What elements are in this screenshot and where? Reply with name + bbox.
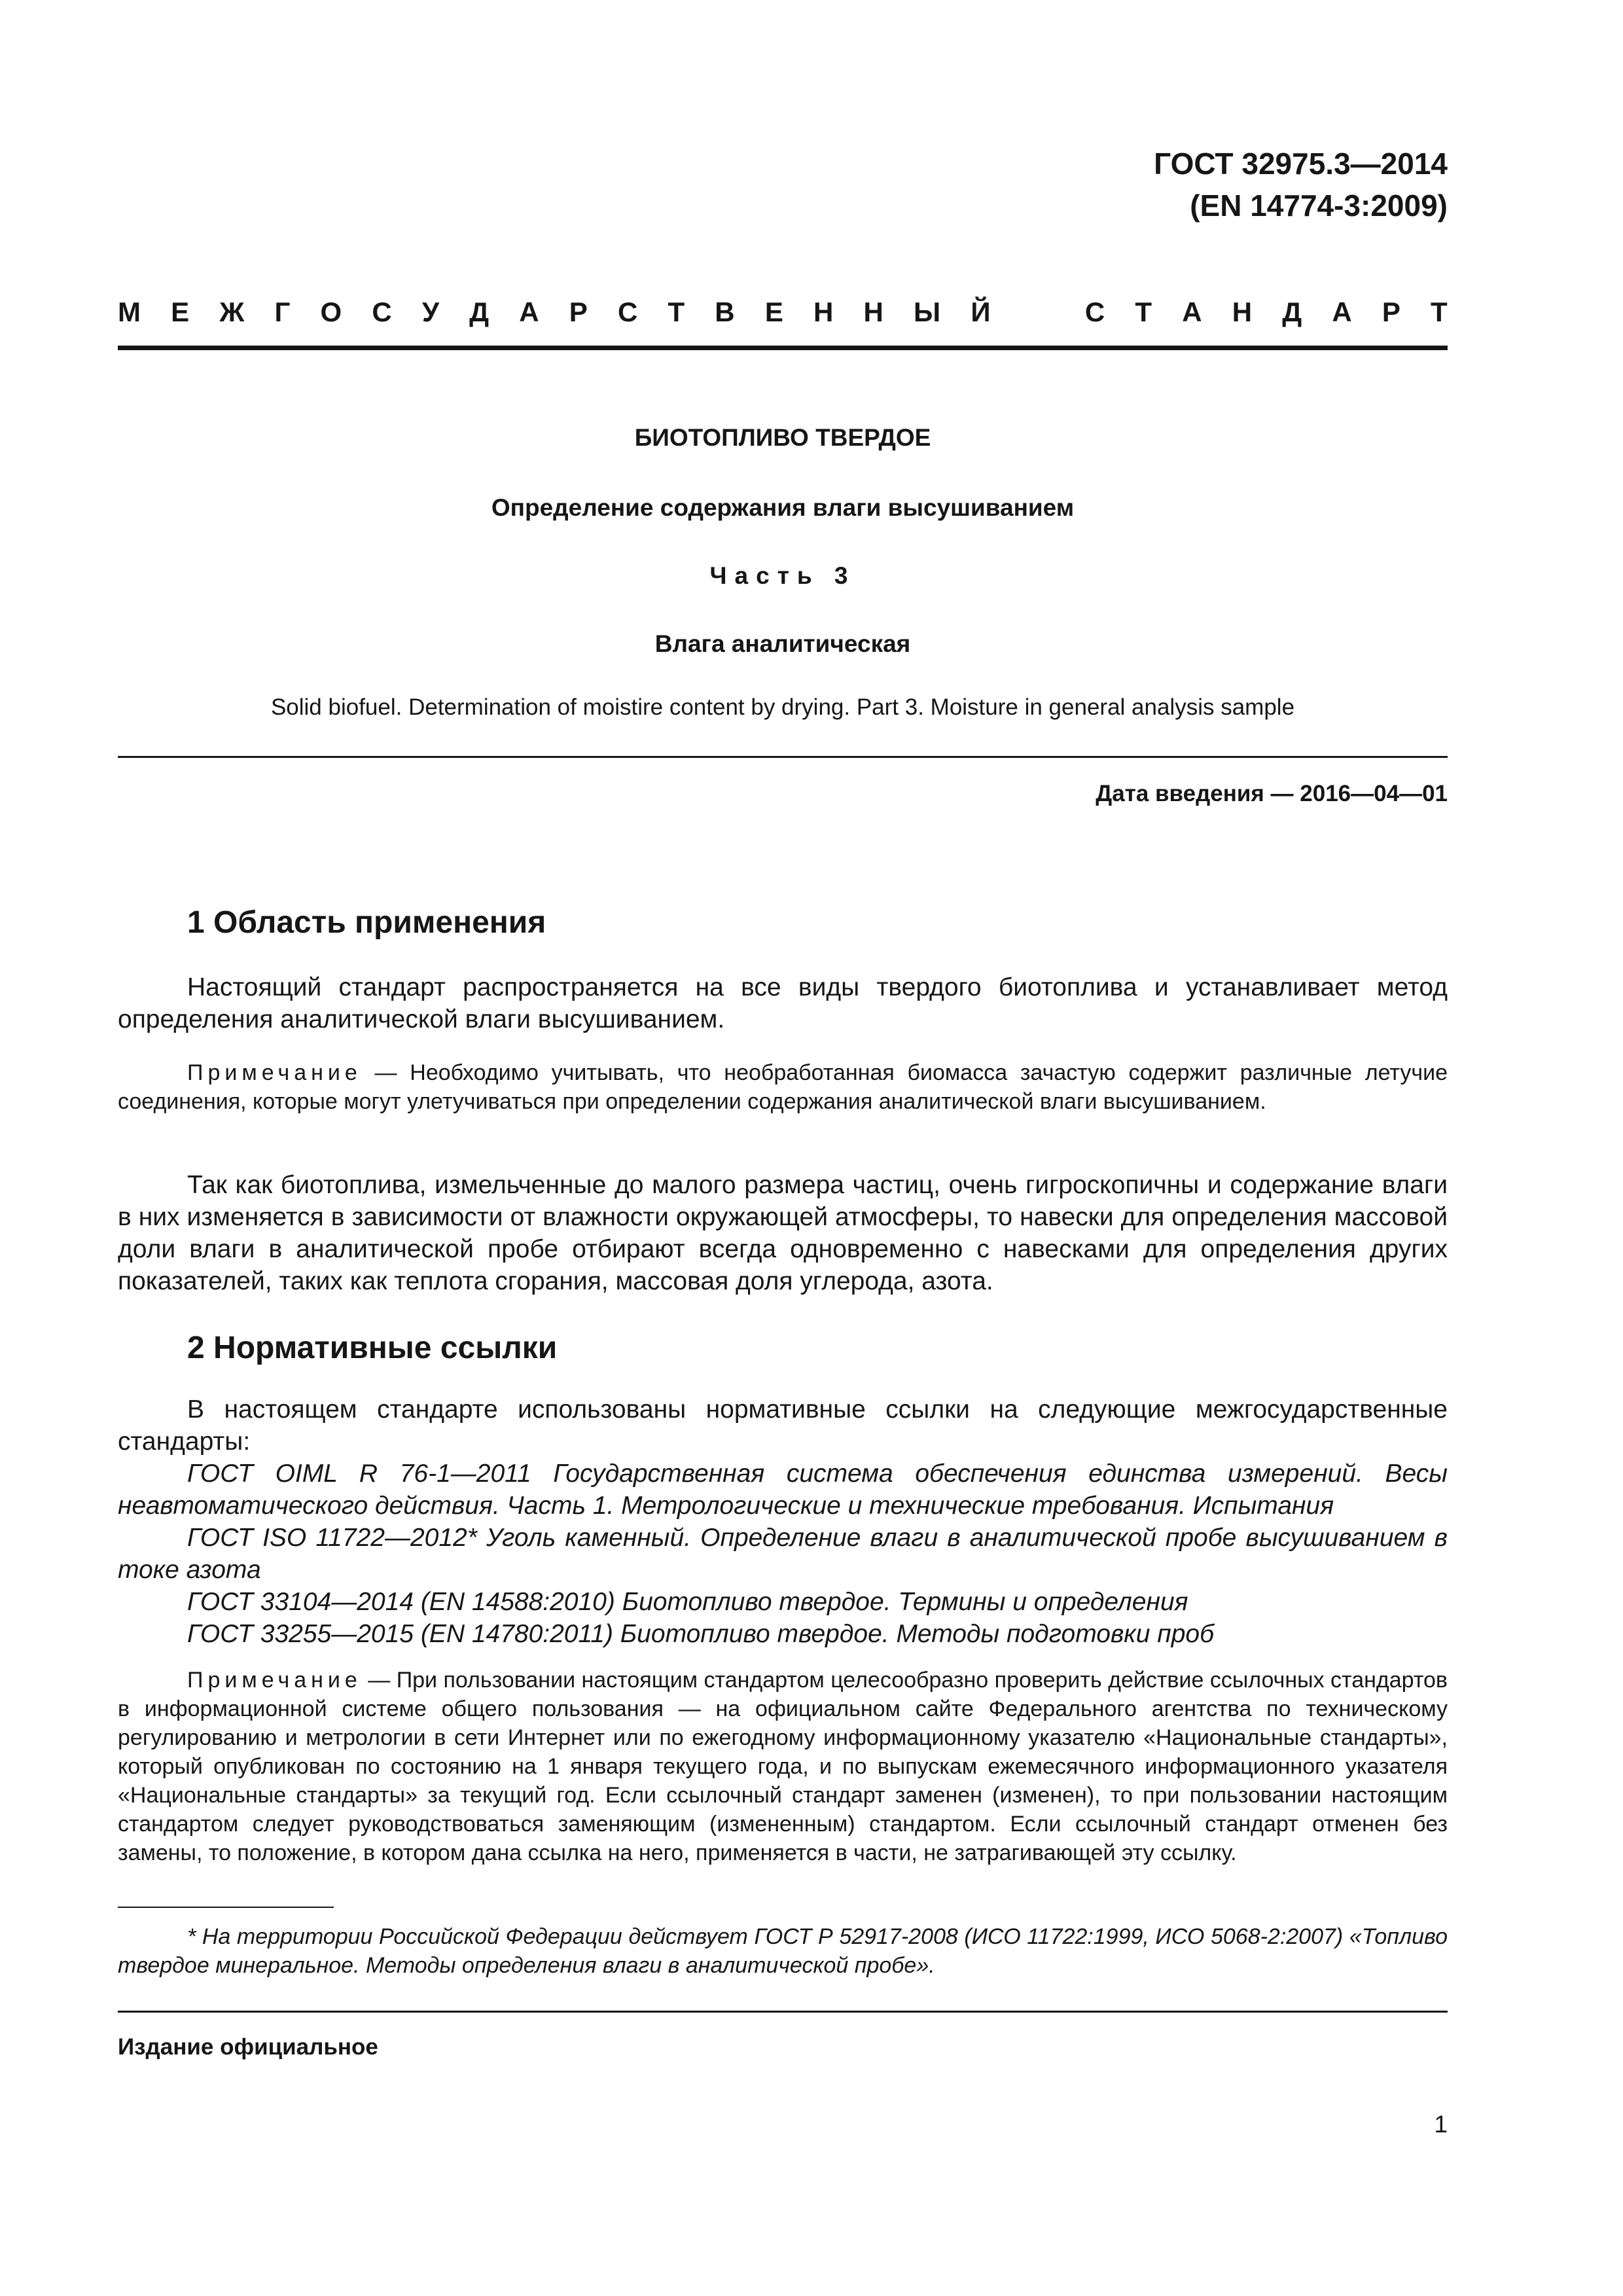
footnote-rule xyxy=(118,1907,334,1908)
paragraph: В настоящем стандарте использованы нормативные ссылки на следующие межгосударственные стандарты: xyxy=(118,1395,1448,1456)
banner-letter: Й xyxy=(971,296,991,327)
reference-item: ГОСТ 33104—2014 (EN 14588:2010) Биотопливо твердое. Термины и определения xyxy=(187,1588,1188,1616)
banner-letter: А xyxy=(1332,296,1352,327)
banner-letter: Ж xyxy=(219,296,245,327)
english-title: Solid biofuel. Determination of moistire content by drying. Part 3. Moisture in general analysis sample xyxy=(270,694,1295,720)
banner-letter: Е xyxy=(764,296,783,327)
part-title: Влага аналитическая xyxy=(654,630,911,657)
banner-letter: С xyxy=(1084,296,1105,327)
banner-letter: В xyxy=(715,296,735,327)
paragraph: Настоящий стандарт распространяется на все виды твердого биотоплива и устанавливает метод определения аналитической влаги высушиванием. xyxy=(118,973,1448,1033)
official-edition-label: Издание официальное xyxy=(118,2034,378,2060)
page-number: 1 xyxy=(1434,2111,1448,2138)
section-heading-scope: 1 Область применения xyxy=(187,905,546,940)
banner-letter: Н xyxy=(1232,296,1253,327)
introduction-date: Дата введения — 2016—04—01 xyxy=(1096,781,1448,806)
banner-letter: М xyxy=(118,296,141,327)
banner-letter: Н xyxy=(863,296,883,327)
reference-item: ГОСТ OIML R 76-1—2011 Государственная система обеспечения единства измерений. Весы неавтоматического действия. Часть 1. Метрологические и технические требования. Испытания xyxy=(118,1460,1448,1520)
document-title: БИОТОПЛИВО ТВЕРДОЕ xyxy=(634,424,931,451)
reference-item: ГОСТ 33255—2015 (EN 14780:2011) Биотопливо твердое. Методы подготовки проб xyxy=(187,1620,1215,1648)
banner-letter: Г xyxy=(274,296,291,327)
note-label: Примечание xyxy=(187,1668,362,1693)
document-number xyxy=(662,143,1448,226)
banner-letter: А xyxy=(1182,296,1202,327)
banner-letter: Е xyxy=(171,296,190,327)
banner-letter: Д xyxy=(469,296,490,327)
banner-word-gap xyxy=(1021,296,1055,329)
footer-rule xyxy=(118,2011,1448,2013)
paragraph: Так как биотоплива, измельченные до малого размера частиц, очень гигроскопичны и содержание влаги в них изменяется в зависимости от влажности окружающей атмосферы, то навески для определения массовой доли влаги в аналитической пробе отбирают всегда одновременно с навесками для определения других показателей, таких как теплота сгорания, массовая доля углерода, азота. xyxy=(118,1171,1448,1295)
document-number-en: (EN 14774-3:2009) xyxy=(1190,188,1448,223)
banner-letter: У xyxy=(421,296,439,327)
section-heading-normative-references: 2 Нормативные ссылки xyxy=(187,1331,558,1365)
note-text: — Необходимо учитывать, что необработанная биомасса зачастую содержит различные летучие соединения, которые могут улетучиваться при определении содержания аналитической влаги высушиванием. xyxy=(118,1060,1448,1114)
document-subtitle: Определение содержания влаги высушиванием xyxy=(491,494,1075,521)
banner-letter: Т xyxy=(668,296,685,327)
banner-rule xyxy=(118,346,1448,350)
banner-letter: А xyxy=(519,296,539,327)
reference-item: ГОСТ ISO 11722—2012* Уголь каменный. Определение влаги в аналитической пробе высушиванием в токе азота xyxy=(118,1524,1448,1584)
banner-letter: С xyxy=(372,296,392,327)
banner-letter: Р xyxy=(1382,296,1400,327)
banner-letter: Ы xyxy=(914,296,941,327)
note-label: Примечание xyxy=(187,1060,362,1085)
reference-list xyxy=(118,1458,1448,1650)
note xyxy=(118,1666,1448,1867)
interstate-standard-banner xyxy=(118,296,1448,329)
banner-letter: С xyxy=(617,296,638,327)
banner-letter: Т xyxy=(1135,296,1152,327)
banner-letter: О xyxy=(320,296,342,327)
banner-letter: Р xyxy=(569,296,588,327)
document-number-gost: ГОСТ 32975.3—2014 xyxy=(1154,147,1448,181)
note-text: — При пользовании настоящим стандартом целесообразно проверить действие ссылочных стандартов в информационной системе общего пользования — на официальном сайте Федерального агентства по техническому регулированию и метрологии в сети Интернет или по ежегодному информационному указателю «Национальные стандарты», который опубликован по состоянию на 1 января текущего года, и по выпускам ежемесячного информационного указателя «Национальные стандарты» за текущий год. Если ссылочный стандарт заменен (изменен), то при пользовании настоящим стандартом следует руководствоваться заменяющим (измененным) стандартом. Если ссылочный стандарт отменен без замены, то положение, в котором дана ссылка на него, применяется в части, не затрагивающей эту ссылку. xyxy=(118,1668,1448,1865)
note xyxy=(118,1058,1448,1116)
title-rule xyxy=(118,756,1448,758)
banner-letter: Д xyxy=(1282,296,1302,327)
footnote: * На территории Российской Федерации действует ГОСТ Р 52917-2008 (ИСО 11722:1999, ИСО 5068-2:2007) «Топливо твердое минеральное. Методы определения влаги в аналитической пробе». xyxy=(118,1924,1448,1978)
banner-letter: Н xyxy=(813,296,834,327)
part-label: Часть 3 xyxy=(709,562,856,589)
banner-letter: Т xyxy=(1431,296,1448,327)
